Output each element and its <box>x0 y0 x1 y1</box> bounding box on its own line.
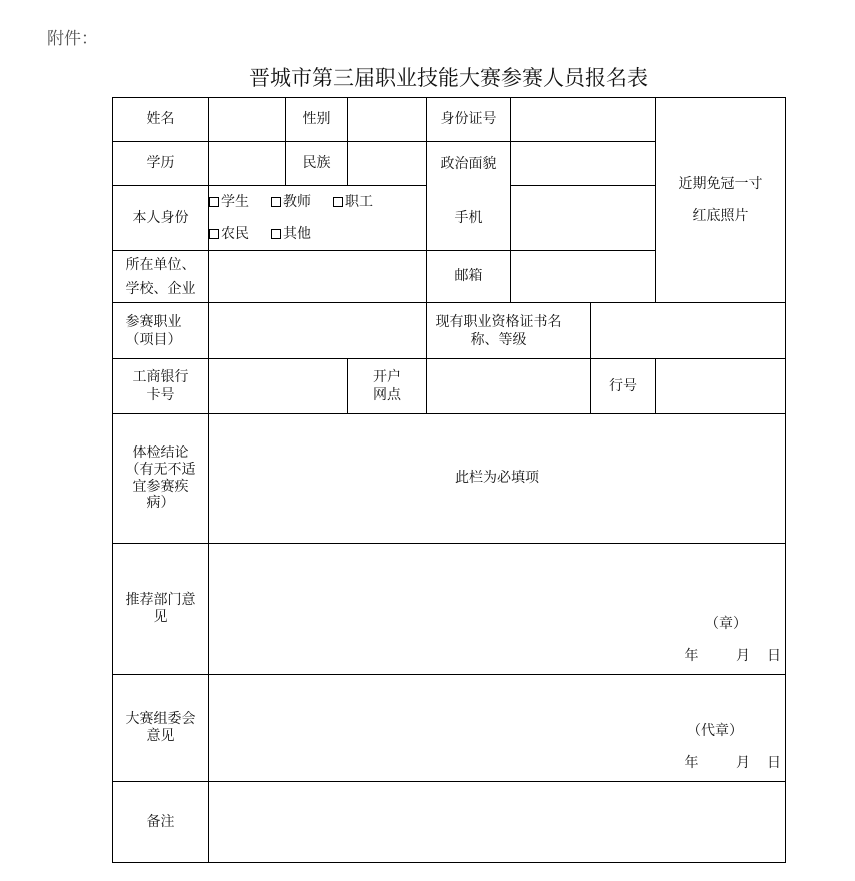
identity-option-farmer[interactable]: 农民 <box>209 218 249 250</box>
label-bank-card: 工商银行卡号 <box>113 359 209 414</box>
health-field[interactable] <box>209 414 786 544</box>
id-number-field[interactable] <box>511 98 656 142</box>
education-field[interactable] <box>209 142 286 186</box>
photo-instruction: 近期免冠一寸红底照片 <box>678 176 763 224</box>
label-health: 体检结论（有无不适宜参赛疾病） <box>113 414 209 544</box>
checkbox-icon <box>271 197 281 207</box>
cert-field[interactable] <box>591 303 786 359</box>
checkbox-icon <box>271 229 281 239</box>
employer-field[interactable] <box>209 251 427 303</box>
checkbox-icon <box>209 229 219 239</box>
photo-box[interactable] <box>656 98 786 303</box>
ethnicity-field[interactable] <box>348 142 427 186</box>
seal-mark: （章） <box>705 616 747 632</box>
label-gender: 性别 <box>286 98 348 142</box>
name-field[interactable] <box>209 98 286 142</box>
label-education: 学历 <box>113 142 209 186</box>
checkbox-icon <box>209 197 219 207</box>
label-cert: 现有职业资格证书名称、等级 <box>427 303 591 359</box>
event-field[interactable] <box>209 303 427 359</box>
label-identity: 本人身份 <box>113 186 209 251</box>
recommend-field[interactable] <box>209 544 786 675</box>
form-title: 晋城市第三届职业技能大赛参赛人员报名表 <box>249 66 648 90</box>
date-day: 日 <box>767 648 781 664</box>
label-recommend: 推荐部门意见 <box>113 544 209 675</box>
label-phone: 手机 <box>454 210 483 226</box>
identity-option-worker[interactable]: 职工 <box>333 186 373 218</box>
branch-field[interactable] <box>427 359 591 414</box>
label-political: 政治面貌 <box>440 156 497 172</box>
label-ethnicity: 民族 <box>286 142 348 186</box>
gender-field[interactable] <box>348 98 427 142</box>
label-branch: 开户网点 <box>348 359 427 414</box>
date-year: 年 <box>684 648 699 664</box>
political-field[interactable] <box>511 142 656 186</box>
label-committee: 大赛组委会意见 <box>113 675 209 782</box>
label-notes: 备注 <box>113 782 209 863</box>
committee-field[interactable] <box>209 675 786 782</box>
date-month: 月 <box>736 755 750 771</box>
label-political-phone-cell <box>427 142 511 251</box>
committee-date <box>664 755 781 772</box>
identity-option-other[interactable]: 其他 <box>271 218 311 250</box>
identity-options <box>209 186 427 251</box>
bank-code-field[interactable] <box>656 359 786 414</box>
label-bank-code: 行号 <box>591 359 656 414</box>
date-year: 年 <box>684 755 699 771</box>
label-name: 姓名 <box>113 98 209 142</box>
health-note: 此栏为必填项 <box>455 470 539 487</box>
phone-field[interactable] <box>511 186 656 251</box>
bank-card-field[interactable] <box>209 359 348 414</box>
date-month: 月 <box>736 648 750 664</box>
label-event: 参赛职业（项目） <box>113 303 209 359</box>
seal-proxy-mark: （代章） <box>687 723 743 739</box>
identity-option-student[interactable]: 学生 <box>209 186 249 218</box>
label-id-number: 身份证号 <box>427 98 511 142</box>
notes-field[interactable] <box>209 782 786 863</box>
attachment-label: 附件： <box>47 29 98 49</box>
registration-form <box>112 97 786 863</box>
label-email: 邮箱 <box>427 251 511 303</box>
identity-option-teacher[interactable]: 教师 <box>271 186 311 218</box>
label-employer: 所在单位、学校、企业 <box>113 251 209 303</box>
date-day: 日 <box>767 755 781 771</box>
recommend-date <box>664 648 781 665</box>
checkbox-icon <box>333 197 343 207</box>
email-field[interactable] <box>511 251 656 303</box>
